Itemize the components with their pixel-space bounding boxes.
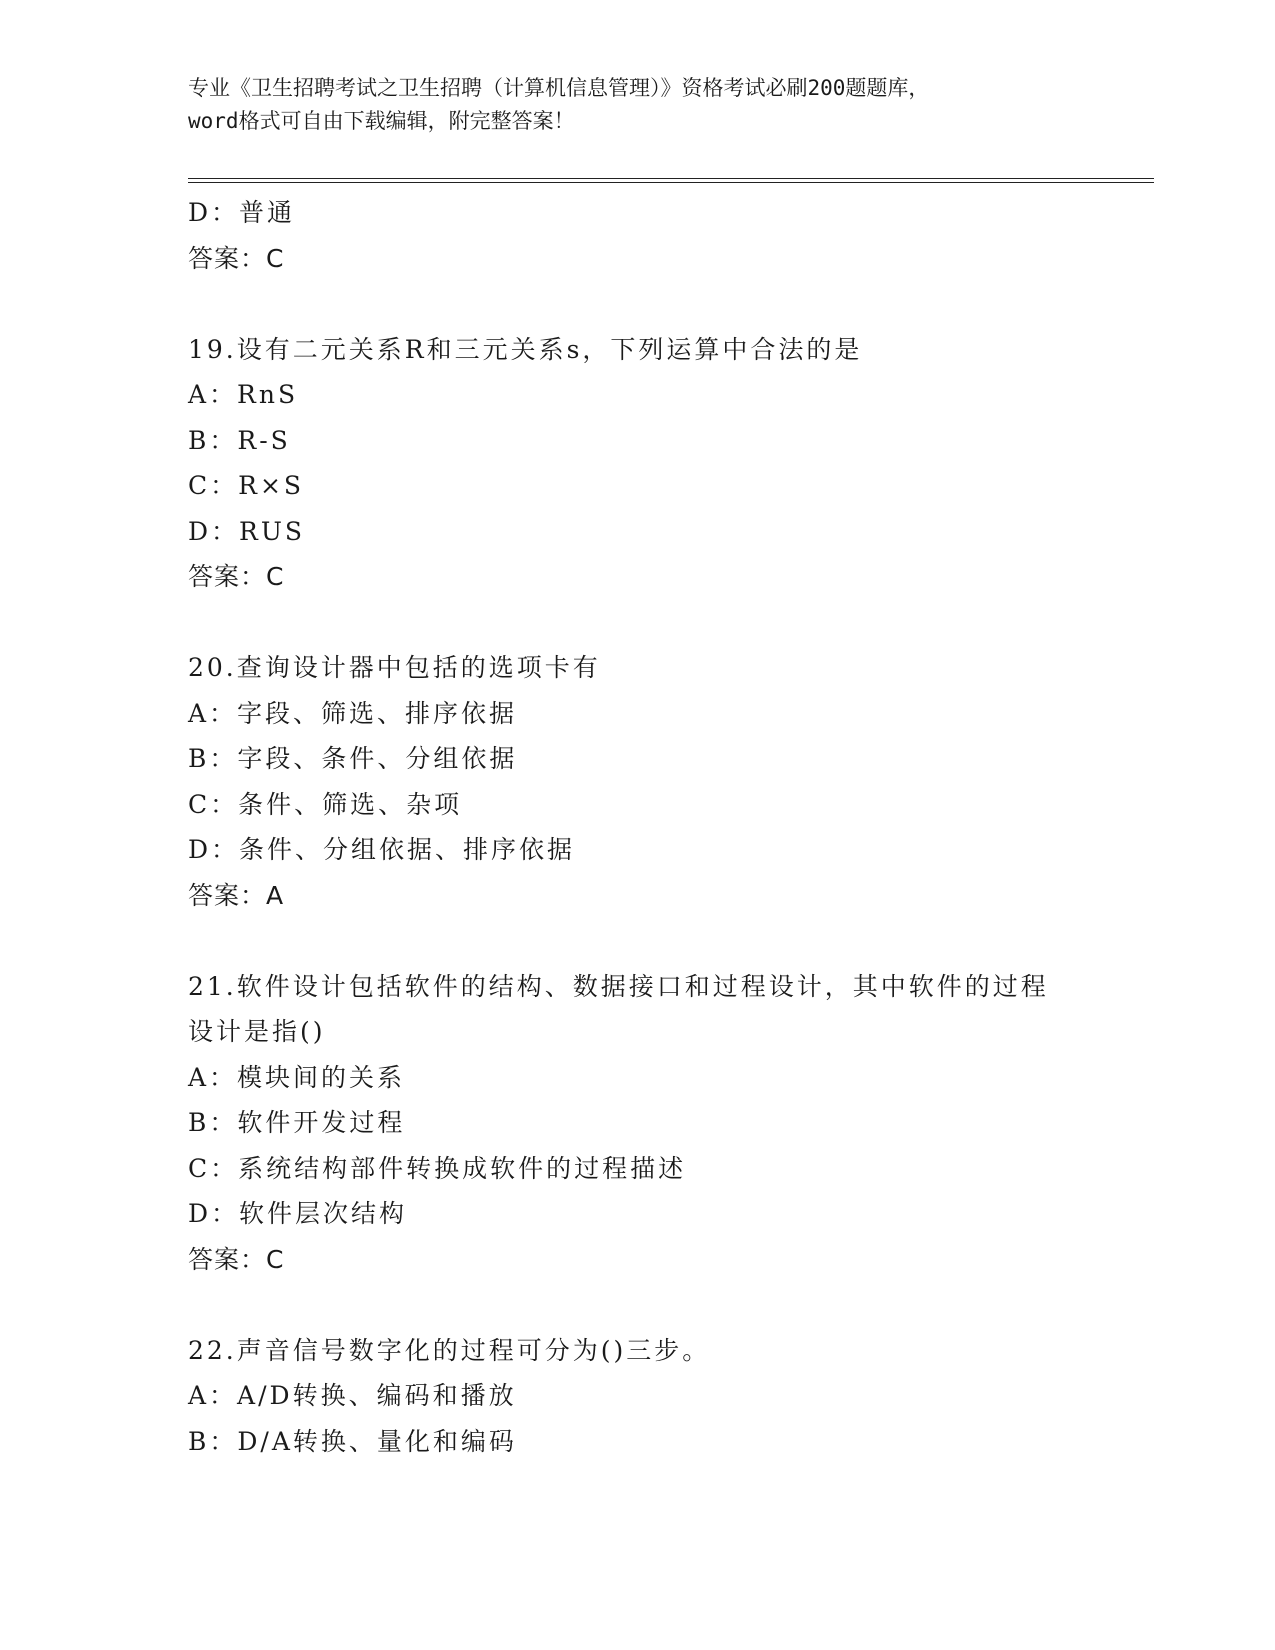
option-c: C：条件、筛选、杂项: [188, 789, 463, 819]
option-c: C：系统结构部件转换成软件的过程描述: [188, 1153, 687, 1183]
spacer: [188, 600, 1148, 646]
answer: 答案：A: [188, 880, 285, 910]
option-b: B：字段、条件、分组依据: [188, 744, 518, 773]
answer: 答案：C: [188, 562, 285, 591]
option-d: D：RUS: [188, 516, 306, 546]
answer: 答案：C: [188, 1244, 285, 1274]
option-a: A：字段、筛选、排序依据: [188, 698, 518, 728]
answer: 答案：C: [188, 243, 285, 273]
header-line-1: 专业《卫生招聘考试之卫生招聘（计算机信息管理）》资格考试必刷200题题库，: [188, 76, 930, 100]
option-a: A：A/D转换、编码和播放: [188, 1381, 517, 1410]
spacer: [188, 1282, 1148, 1328]
document-header: [188, 72, 1148, 138]
option-d: D：普通: [188, 198, 296, 227]
header-divider: [188, 178, 1154, 183]
option-b: B：R-S: [188, 425, 291, 455]
header-line-2: word格式可自由下载编辑，附完整答案！: [188, 109, 575, 133]
question-title: 19.设有二元关系R和三元关系s，下列运算中合法的是: [188, 334, 863, 364]
option-d: D：条件、分组依据、排序依据: [188, 835, 576, 864]
spacer: [188, 281, 1148, 327]
question-title: 22.声音信号数字化的过程可分为()三步。: [188, 1335, 711, 1365]
option-a: A：模块间的关系: [188, 1062, 406, 1092]
question-list: [188, 190, 1148, 1464]
question-title-line-2: 设计是指(): [188, 1017, 326, 1046]
option-a: A：RnS: [188, 380, 299, 409]
question-title-line-1: 21.软件设计包括软件的结构、数据接口和过程设计，其中软件的过程: [188, 971, 1049, 1001]
option-d: D：软件层次结构: [188, 1199, 408, 1228]
option-b: B：软件开发过程: [188, 1108, 406, 1137]
question-title: 20.查询设计器中包括的选项卡有: [188, 653, 601, 682]
spacer: [188, 918, 1148, 964]
option-c: C：R×S: [188, 471, 305, 500]
option-b: B：D/A转换、量化和编码: [188, 1426, 517, 1456]
